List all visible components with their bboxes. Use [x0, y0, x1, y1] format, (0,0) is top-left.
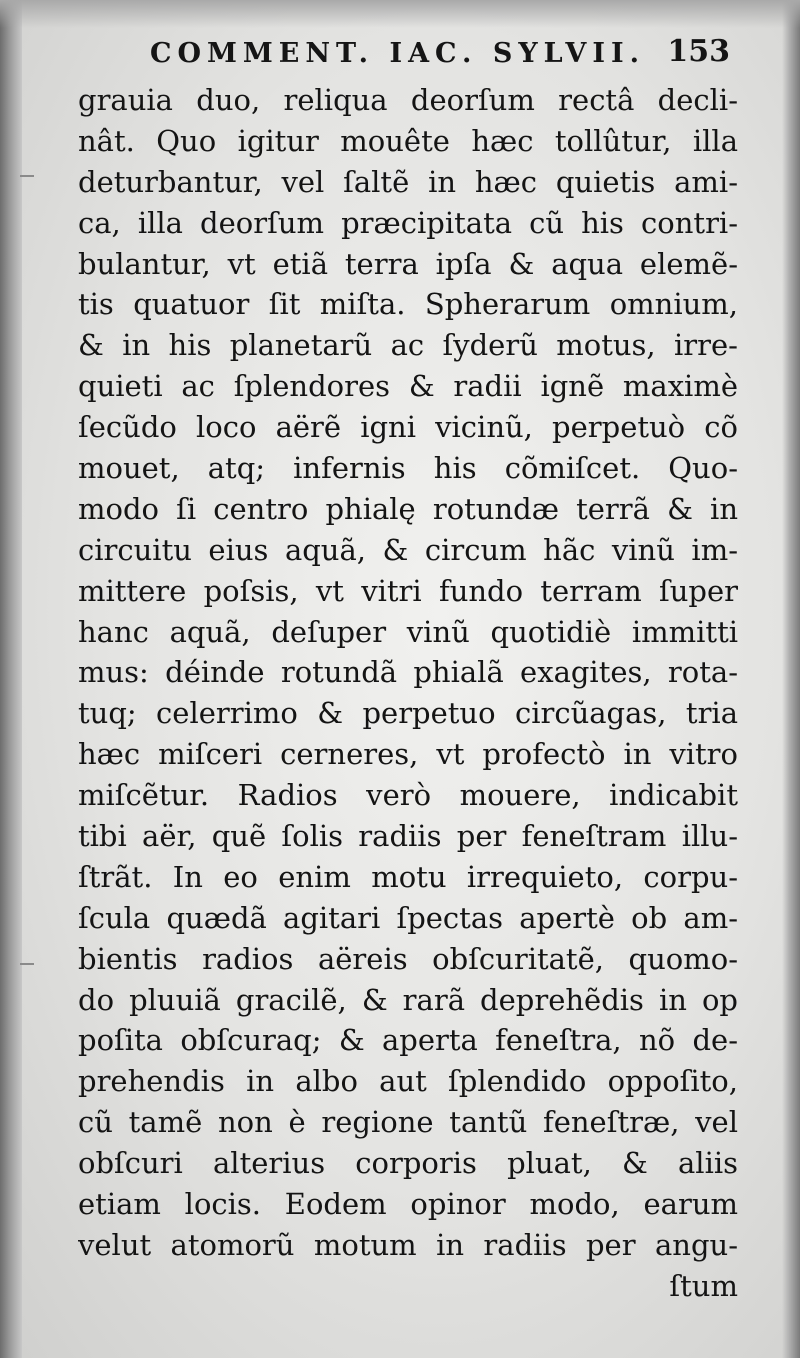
text-line: grauia duo, reliqua deorſum rectâ decli- — [78, 83, 738, 117]
text-line: prehendis in albo aut ſplendido oppoſito, — [78, 1064, 738, 1099]
text-line: hæc miſceri cerneres, vt profectò in vitro — [78, 737, 738, 772]
text-line: ſcula quædã agitari ſpectas apertè ob am- — [78, 900, 738, 935]
text-line: do pluuiã gracilẽ, & rarã deprehẽdis in op — [78, 982, 738, 1017]
text-line: tis quatuor ſit miſta. Spherarum omnium, — [78, 287, 738, 322]
text-line: ca, illa deorſum præcipitata cũ his contri- — [78, 205, 738, 240]
text-line: hanc aquã, deſuper vinũ quotidiè immitti — [78, 614, 738, 649]
page-edge-shadow — [782, 0, 800, 1358]
text-line: nât. Quo igitur mouête hæc tollûtur, illa — [78, 123, 738, 158]
text-line: & in his planetarũ ac ſyderũ motus, irre- — [78, 328, 738, 363]
running-head: COMMENT. IAC. SYLVII. — [150, 38, 646, 69]
text-line: tuq; celerrimo & perpetuo circũagas, tria — [78, 696, 738, 731]
text-line: mouet, atq; infernis his cõmiſcet. Quo- — [78, 451, 738, 486]
text-line: mittere poſsis, vt vitri fundo terram ſuper — [78, 573, 738, 608]
text-line: modo ſi centro phialę rotundæ terrã & in — [78, 491, 738, 526]
text-line: bientis radios aëreis obſcuritatẽ, quomo- — [78, 941, 738, 976]
text-line: tibi aër, quẽ ſolis radiis per feneſtram illu- — [78, 819, 738, 854]
text-line: ſecũdo loco aërẽ igni vicinũ, perpetuò cõ — [78, 410, 738, 445]
binding-shadow — [0, 0, 22, 1358]
text-line: circuitu eius aquã, & circum hãc vinũ im- — [78, 532, 738, 567]
text-line: deturbantur, vel ſaltẽ in hæc quietis ami- — [78, 164, 738, 199]
text-line: cũ tamẽ non è regione tantũ feneſtræ, vel — [78, 1105, 738, 1140]
text-line: mus: déinde rotundã phialã exagites, rota- — [78, 655, 738, 690]
text-line: poſita obſcuraq; & aperta feneſtra, nõ de- — [78, 1023, 738, 1058]
body-text — [78, 80, 738, 1307]
text-line: obſcuri alterius corporis pluat, & aliis — [78, 1146, 738, 1181]
text-line: velut atomorũ motum in radiis per angu- — [78, 1227, 738, 1262]
top-edge-shadow — [0, 0, 800, 28]
text-line: ſtrãt. In eo enim motu irrequieto, corpu- — [78, 859, 738, 894]
text-line: bulantur, vt etiã terra ipſa & aqua elemẽ- — [78, 246, 738, 281]
text-line: miſcẽtur. Radios verò mouere, indicabit — [78, 778, 738, 813]
page-number: 153 — [667, 34, 730, 69]
margin-mark — [20, 175, 34, 177]
catchword: ſtum — [669, 1268, 738, 1303]
margin-mark — [20, 963, 34, 965]
page-header — [150, 34, 730, 78]
text-line: quieti ac ſplendores & radii ignẽ maximè — [78, 369, 738, 404]
text-line: etiam locis. Eodem opinor modo, earum — [78, 1187, 738, 1222]
